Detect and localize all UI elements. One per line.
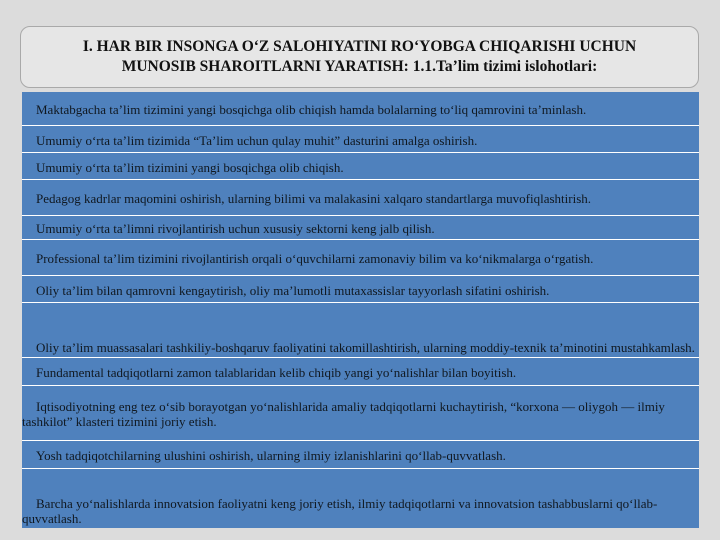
row-text: Oliy ta’lim bilan qamrovni kengaytirish, oliy ma’lumotli mutaxassislar tayyorlash sifatini oshirish. [36, 282, 550, 298]
row-text: Umumiy o‘rta ta’lim tizimini yangi bosqichga olib chiqish. [36, 159, 344, 175]
row-text: Umumiy o‘rta ta’limni rivojlantirish uchun xususiy sektorni keng jalb qilish. [36, 221, 435, 236]
row-text: Oliy ta’lim muassasalari tashkiliy-boshqaruv faoliyatini takomillashtirish, ularning moddiy-texnik ta’minotini mustahkamlash. [36, 340, 695, 355]
table-row [22, 441, 699, 468]
table-row [22, 180, 699, 215]
table-row [22, 126, 699, 152]
row-text: Barcha yo‘nalishlarda innovatsion faoliyatni keng joriy etish, ilmiy tadqiqotlarni va innovatsion tashabbuslarni qo‘llab-quvvatlash. [22, 496, 658, 526]
table-row [22, 240, 699, 275]
table-row [22, 276, 699, 302]
row-text: Fundamental tadqiqotlarni zamon talablaridan kelib chiqib yangi yo‘nalishlar bilan boyitish. [36, 365, 517, 380]
reform-table [22, 92, 699, 528]
slide-title [20, 26, 699, 88]
table-row [22, 386, 699, 440]
row-text: Iqtisodiyotning eng tez o‘sib borayotgan yo‘nalishlarida amaliy tadqiqotlarni kuchaytirish, “korxona — oliygoh — ilmiy tashkilot” klasteri tizimini joriy etish. [22, 399, 665, 429]
table-row [22, 469, 699, 528]
title-line-1: I. HAR BIR INSONGA O‘Z SALOHIYATINI RO‘YOBGA CHIQARISHI UCHUN [82, 38, 637, 55]
table-row [22, 153, 699, 179]
row-text: Professional ta’lim tizimini rivojlantirish orqali o‘quvchilarni zamonaviy bilim va ko‘nikmalarga o‘rgatish. [36, 251, 594, 266]
table-row [22, 92, 699, 125]
table-row [22, 358, 699, 385]
table-row [22, 303, 699, 357]
title-line-2: MUNOSIB SHAROITLARNI YARATISH: 1.1.Ta’lim tizimi islohotlari: [121, 58, 598, 75]
row-text: Pedagog kadrlar maqomini oshirish, ularning bilimi va malakasini xalqaro standartlarga muvofiqlashtirish. [36, 191, 592, 206]
row-text: Umumiy o‘rta ta’lim tizimida “Ta’lim uchun qulay muhit” dasturini amalga oshirish. [36, 132, 478, 148]
row-text: Yosh tadqiqotchilarning ulushini oshirish, ularning ilmiy izlanishlarini qo‘llab-quvvatlash. [36, 448, 506, 463]
table-row [22, 216, 699, 239]
row-text: Maktabgacha ta’lim tizimini yangi bosqichga olib chiqish hamda bolalarning to‘liq qamrovini ta’minlash. [36, 102, 587, 117]
